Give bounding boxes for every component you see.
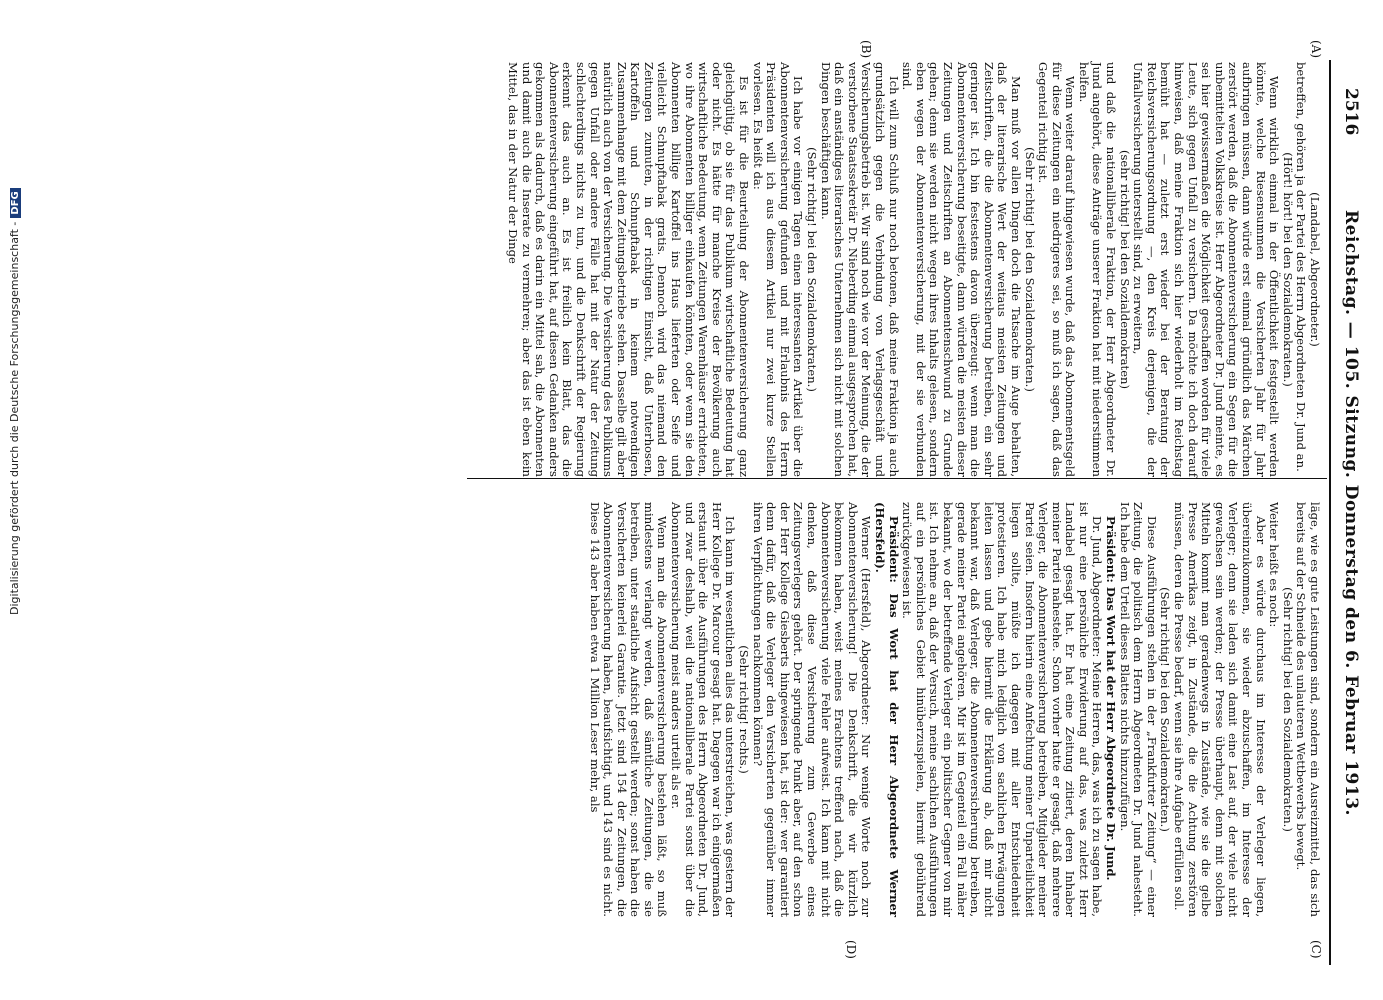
interjection: (Sehr richtig! bei den Sozialdemokraten.) xyxy=(1158,587,1173,832)
page-header xyxy=(1337,58,1361,968)
interjection: (Hört! hört! bei den Sozialdemokraten.) xyxy=(1280,152,1295,387)
dfg-logo: DFG xyxy=(10,188,21,217)
paragraph: Man muß vor allen Dingen doch die Tatsache im Auge behalten, daß der literarische Wert der weitaus meisten Zeitungen und Zeitschriften, die die Abonnentenversicherung betreiben, ein sehr geringer ist. Ich bin festestens davon überzeugt: wenn man die Abonnentenversicherung beseitigte, dann würden die meisten dieser Zeitungen und Zeitschriften an Abonnentenschwund zu Grunde gehen; denn sie werden nicht wegen ihres Inhalts gelesen, sondern eben wegen der Abonnentenversicherung, mit der sie verbunden sind. xyxy=(900,62,1023,477)
page-number: 2516 xyxy=(1341,88,1361,136)
margin-letter-d: (D) xyxy=(844,940,858,959)
quoted-paragraph: läge, wie es gute Leistungen sind, sondern ein Ausreizmittel, das sich bereits auf der Schneide des unlauteren Wettbewerbs bewegt. xyxy=(1294,502,1322,917)
right-column xyxy=(587,502,1321,917)
digitization-footer xyxy=(8,188,21,615)
column-divider xyxy=(467,478,1327,479)
paragraph: Weiter heißt es noch: xyxy=(1267,502,1282,628)
header-rule xyxy=(1329,60,1331,965)
footer-text: Digitalisierung gefördert durch die Deutsche Forschungsgemeinschaft - xyxy=(8,221,21,615)
left-column xyxy=(505,62,1321,477)
interjection: (Sehr richtig! bei den Sozialdemokraten.) xyxy=(1280,587,1295,832)
president-statement: Präsident: Das Wort hat der Herr Abgeordnete Werner (Hersfeld). xyxy=(873,502,901,917)
margin-letter-b: (B) xyxy=(859,40,873,59)
paragraph: Ich habe vor einigen Tagen einen interessanten Artikel über die Abonnentenversicherung gefunden und mit Erlaubnis des Herrn Präsidenten will ich aus diesem Artikel nur zwei kurze Stellen vorlesen. Es heißt da: xyxy=(750,62,806,477)
paragraph: betreffen, gehören ja der Partei des Herrn Abgeordneten Dr. Jund an. xyxy=(1294,62,1309,472)
quoted-paragraph: Es ist für die Beurteilung der Abonnentenversicherung ganz gleichgültig, ob sie für das Publikum wirtschaftliche Bedeutung hat oder nicht. Es hätte für manche Kreise der Bevölkerung auch wirtschaftliche Bedeutung, wenn Zeitungen Warenhäuser errichteten, wo ihre Abonnenten billiger einkaufen könnten, oder wenn sie den Abonnenten billige Kartoffel ins Haus lieferten oder Seife und vielleicht Schnupftabak gratis. Dennoch wird das niemand den Zeitungen zumuten, in der richtigen Einsicht, daß Unterhosen, Kartoffeln und Schnupftabak in keinem notwendigen Zusammenhange mit dem Zeitungsbetriebe stehen. Dasselbe gilt aber natürlich auch von der Versicherung. Die Versicherung des Publikums gegen Unfall oder andere Fälle hat mit der Natur der Zeitung schlechterdings nichts zu tun, und die Denkschrift der Regierung erkennt das auch an. Es ist freilich kein Blatt, das die Abonnentenversicherung eingeführt hat, auf diesen Gedanken anders gekommen als dadurch, daß es darin ein Mittel sah, die Abonnenten und damit auch die Inserate zu vermehren; aber das ist eben kein Mittel, das in der Natur der Dinge xyxy=(505,62,752,477)
paragraph: Wenn wirklich einmal in der Öffentlichkeit festgestellt werden könnte, welche Riesensummen die Versicherten Jahr für Jahr aufbringen müssen, dann würde erst einmal gründlich das Märchen zerstört werden, daß die Abonnentenversicherung ein Segen für die unbemittelten Volkskreise ist. Herr Abgeordneter Dr. Jund meinte, es sei hier gewissermaßen die Möglichkeit geschaffen worden für viele Leute, sich gegen Unfall zu versichern. Da möchte ich doch darauf hinweisen, daß meine Fraktion sich hier wiederholt im Reichstag bemüht hat — zuletzt erst wieder bei der Beratung der Reichsversicherungsordnung —, den Kreis derjenigen, die der Unfallversicherung unterstellt sind, zu erweitern, xyxy=(1131,62,1282,477)
margin-letter-c: (C) xyxy=(1309,940,1323,959)
paragraph: Diese Ausführungen stehen in der „Frankfurter Zeitung“ — einer Zeitung, die politisch dem Herrn Abgeordneten Dr. Jund nahesteht. Ich habe dem Urteil dieses Blattes nichts hinzuzufügen. xyxy=(1117,502,1159,917)
paragraph: Wenn weiter darauf hingewiesen wurde, daß das Abonnementsgeld für diese Zeitungen ein niedrigeres sei, so muß ich sagen, daß das Gegenteil richtig ist. xyxy=(1036,62,1078,477)
interjection: (Sehr richtig! bei den Sozialdemokraten.) xyxy=(1022,147,1037,392)
paragraph: und daß die nationalliberale Fraktion, der Herr Abgeordneter Dr. Jund angehört, diese Anträge unserer Fraktion hat mit niederstimmen helfen. xyxy=(1076,62,1119,477)
interjection: (Sehr richtig! rechts.) xyxy=(737,645,752,774)
running-head: Reichstag. — 105. Sitzung. Donnerstag den 6. Februar 1913. xyxy=(1341,210,1361,816)
speech-werner: Werner (Hersfeld), Abgeordneter: Nur wenige Worte noch zur Abonnentenversicherung! Die Denkschrift, die wir kürzlich bekommen haben, weist meines Erachtens treffend nach, daß die Abonnentenversicherung viele Fehler aufweist. Ich kann mit nicht denken, daß diese Versicherung zum Gewerbe eines Zeitungsverlegers gehört. Der springende Punkt aber, auf den schon der Herr Kollege Giesberts hingewiesen hat, ist der: wer garantiert denn dafür, daß die Verleger den Versicherten gegenüber immer ihren Verpflichtungen nachkommen können? xyxy=(750,502,874,917)
paragraph: Ich will zum Schluß nur noch betonen, daß meine Fraktion ja auch grundsätzlich gegen die Verbindung von Verlagsgeschäft und Versicherungsbetrieb ist. Wir sind noch wie vor der Meinung, die der verstorbene Staatssekretär Dr. Nieberding einmal ausgesprochen hat, daß ein anständiges literarisches Unternehmen sich nicht mit solchen Dingen beschäftigen kann. xyxy=(818,62,901,477)
paragraph: Wenn man die Abonnentenversicherung bestehen läßt, so muß mindestens verlangt werden, daß sämtliche Zeitungen, die sie betreiben, unter staatliche Aufsicht gestellt werden; sonst haben die Versicherten keinerlei Garantie. Jetzt sind 154 der Zeitungen, die Abonnentenversicherung haben, beaufsichtigt, und 143 sind es nicht. Diese 143 aber haben etwa 1 Million Leser mehr, als xyxy=(587,502,670,917)
paragraph: Ich kann im wesentlichen alles das unterstreichen, was gestern der Herr Kollege Dr. Marcour gesagt hat. Dagegen war ich einigermaßen erstaunt über die Ausführungen des Herrn Abgeordneten Dr. Jund, und zwar deshalb, weil die nationalliberale Partei sonst über die Abonnentenversicherung meist anders urteilt als er. xyxy=(669,502,738,917)
interjection: (sehr richtig! bei den Sozialdemokraten) xyxy=(1117,149,1132,390)
margin-letter-a: (A) xyxy=(1309,40,1323,59)
speaker-tag: (Landabel, Abgeordneter.) xyxy=(1308,192,1322,347)
speech-jund: Dr. Jund, Abgeordneter: Meine Herren, das, was ich zu sagen habe, ist nur eine persönliche Erwiderung auf das, was zuletzt Herr Landabel gesagt hat. Er hat eine Zeitung zitiert, deren Inhaber meiner Partei nahestehe. Schon vorher hatte er gesagt, daß mehrere Verleger, die Abonnentenversicherung betreiben, Mitglieder meiner Partei seien. Insofern hierin eine Anfechtung meiner Unparteilichkeit liegen sollte, müßte ich dagegen mit aller Entschiedenheit protestieren. Ich habe mich lediglich von sachlichen Erwägungen leiten lassen und gebe hiermit die Erklärung ab, daß mir nicht bekannt war, daß Verleger, die Abonnentenversicherung betreiben, gerade meiner Partei angehören. Mir ist im Gegenteil ein Fall näher bekannt, wo der betreffende Verleger ein politischer Gegner von mir ist. Ich nehme an, daß der Versuch, meine sachlichen Ausführungen auf ein persönliches Gebiet hinüberzuspielen, hiermit gebührend zurückgewiesen ist. xyxy=(900,502,1105,917)
quoted-paragraph: Aber es würde durchaus im Interesse der Verleger liegen, übereinzukommen, sie wieder abzuschaffen, im Interesse der Verleger; denn sie laden sich damit eine Last auf, der viele nicht gewachsen sein werden; der Presse überhaupt, denn mit solchen Mitteln kommt man geradenwegs in Zustände, wie sie die gelbe Presse Amerikas zeigt, in Zustände, die die Achtung zerstören müssen, deren die Presse bedarf, wenn sie ihre Aufgabe erfüllen soll. xyxy=(1172,502,1268,917)
interjection: (Sehr richtig! bei den Sozialdemokraten.) xyxy=(805,147,820,392)
president-statement: Präsident: Das Wort hat der Herr Abgeordnete Dr. Jund. xyxy=(1104,516,1119,881)
